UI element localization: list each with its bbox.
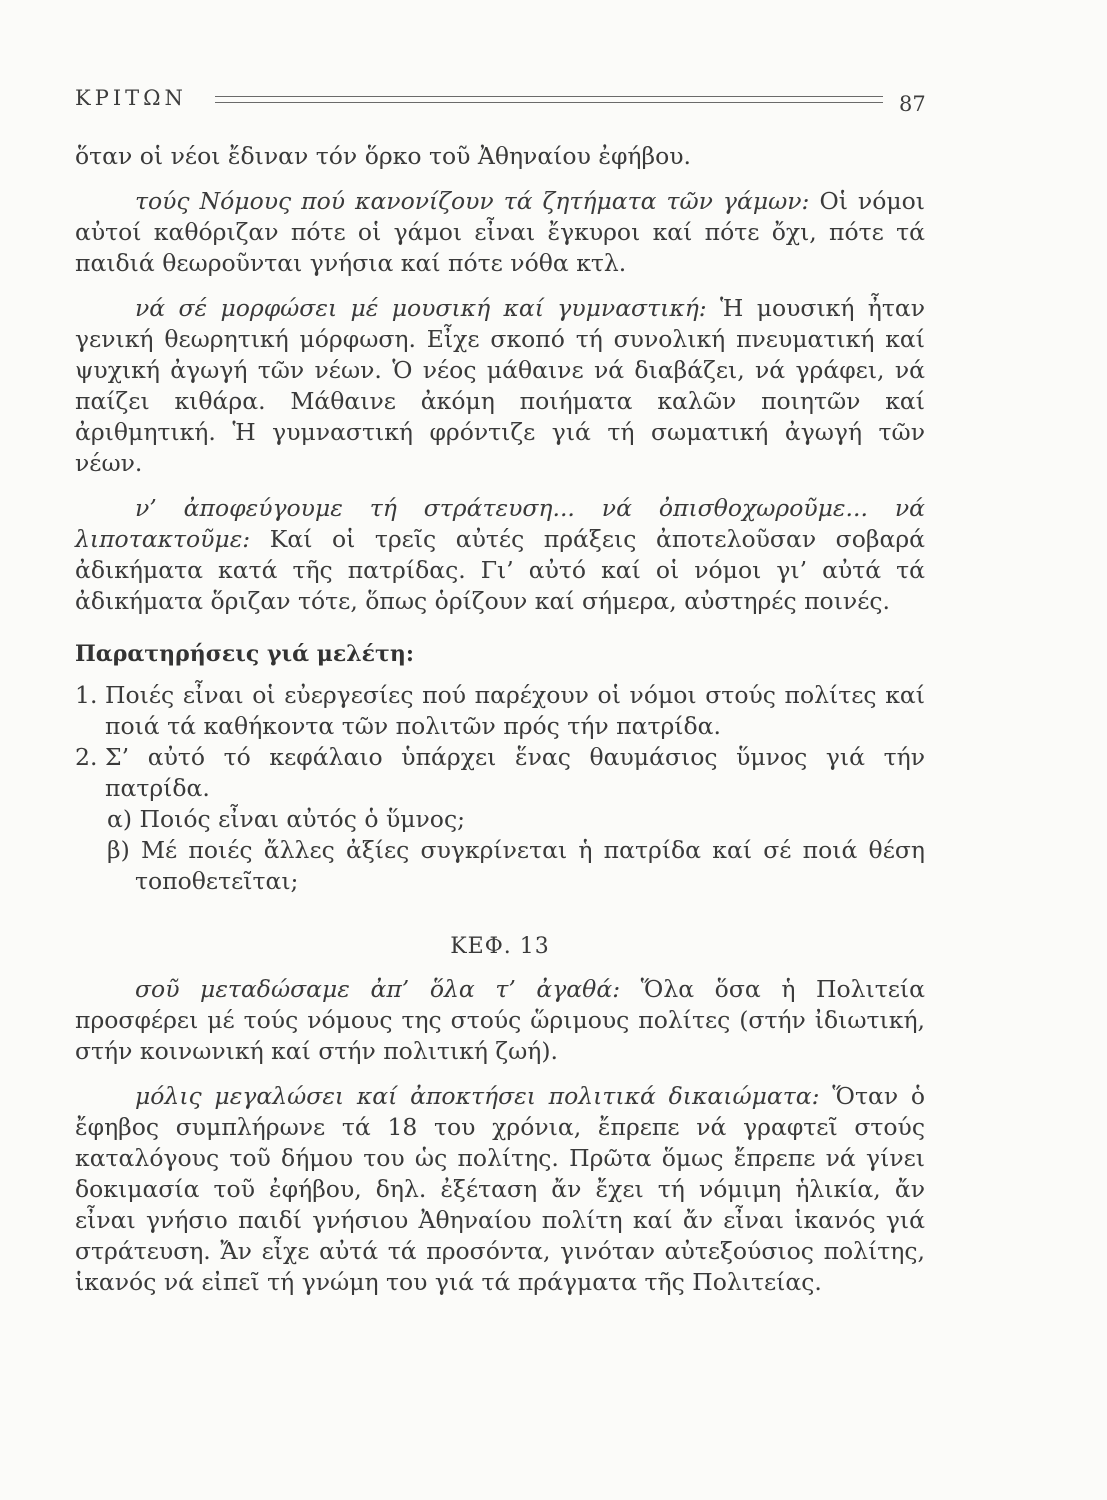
commentary-paragraph <box>75 1081 925 1298</box>
commentary-paragraph <box>75 293 925 479</box>
header-rule <box>215 96 883 97</box>
sub-list-item <box>75 835 925 897</box>
header-rule <box>215 102 883 103</box>
sub-list-label: α) <box>107 805 133 833</box>
commentary-text: Ὅλα ὅσα ἡ Πολιτεία προσφέρει μέ τούς νόμους της στούς ὥριμους πολίτες (στήν ἰδιωτική, στήν κοινωνική καί στήν πολιτική ζωή). <box>75 975 925 1065</box>
commentary-text: Οἱ νόμοι αὐτοί καθόριζαν πότε οἱ γάμοι εἶναι ἔγκυροι καί πότε ὄχι, πότε τά παιδιά θεωροῦνται γνήσια καί πότε νόθα κτλ. <box>75 187 925 277</box>
sub-list-text: Μέ ποιές ἄλλες ἀξίες συγκρίνεται ἡ πατρίδα καί σέ ποιά θέση τοποθετεῖται; <box>135 836 925 895</box>
lemma: τούς Νόμους πού κανονίζουν τά ζητήματα τῶν γάμων: <box>135 187 810 215</box>
running-head: ΚΡΙΤΩΝ <box>75 86 187 110</box>
lemma: μόλις μεγαλώσει καί ἀποκτήσει πολιτικά δικαιώματα: <box>135 1082 820 1110</box>
list-text: Σ’ αὐτό τό κεφάλαιο ὑπάρχει ἕνας θαυμάσιος ὕμνος γιά τήν πατρίδα. <box>105 743 925 802</box>
commentary-text: Ὅταν ὁ ἔφηβος συμπλήρωνε τά 18 του χρόνια, ἔπρεπε νά γραφτεῖ στούς καταλόγους τοῦ δήμου του ὡς πολίτης. Πρῶτα ὅμως ἔπρεπε νά γίνει δοκιμασία τοῦ ἐφήβου, δηλ. ἐξέταση ἄν ἔχει τή νόμιμη ἡλικία, ἄν εἶναι γνήσιο παιδί γνήσιου Ἀθηναίου πολίτη καί ἄν εἶναι ἱκανός γιά στράτευση. Ἄν εἶχε αὐτά τά προσόντα, γινόταν αὐτεξούσιος πολίτης, ἱκανός νά εἰπεῖ τή γνώμη του γιά τά πράγματα τῆς Πολιτείας. <box>75 1082 925 1296</box>
page-body <box>75 141 925 1298</box>
paragraph: ὅταν οἱ νέοι ἔδιναν τόν ὅρκο τοῦ Ἀθηναίου ἐφήβου. <box>75 142 691 170</box>
commentary-paragraph <box>75 493 925 617</box>
sub-list-text: Ποιός εἶναι αὐτός ὁ ὕμνος; <box>139 805 466 833</box>
commentary-text: Καί οἱ τρεῖς αὐτές πράξεις ἀποτελοῦσαν σοβαρά ἀδικήματα κατά τῆς πατρίδας. Γι’ αὐτό καί οἱ νόμοι γι’ αὐτά τά ἀδικήματα ὅριζαν τότε, ὅπως ὁρίζουν καί σήμερα, αὐστηρές ποινές. <box>75 525 925 615</box>
list-number: 2. <box>75 743 98 771</box>
list-item <box>75 680 925 742</box>
chapter-title: ΚΕΦ. 13 <box>450 934 550 959</box>
lemma: σοῦ μεταδώσαμε ἀπ’ ὅλα τ’ ἀγαθά: <box>135 975 621 1003</box>
commentary-text: Ἡ μουσική ἦταν γενική θεωρητική μόρφωση. Εἶχε σκοπό τή συνολική πνευματική καί ψυχική ἀγωγή τῶν νέων. Ὁ νέος μάθαινε νά διαβάζει, νά γράφει, νά παίζει κιθάρα. Μάθαινε ἀκόμη ποιήματα καλῶν ποιητῶν καί ἀριθμητική. Ἡ γυμναστική φρόντιζε γιά τή σωματική ἀγωγή τῶν νέων. <box>75 294 925 477</box>
lemma: ν’ ἀποφεύγουμε τή στράτευση... νά ὀπισθοχωροῦμε... νά λιποτακτοῦμε: <box>75 494 925 553</box>
page-header <box>75 86 925 116</box>
commentary-paragraph <box>75 186 925 279</box>
list-number: 1. <box>75 681 98 709</box>
list-text: Ποιές εἶναι οἱ εὐεργεσίες πού παρέχουν οἱ νόμοι στούς πολίτες καί ποιά τά καθήκοντα τῶν πολιτῶν πρός τήν πατρίδα. <box>105 681 925 740</box>
commentary-paragraph <box>75 974 925 1067</box>
lemma: νά σέ μορφώσει μέ μουσική καί γυμναστική: <box>135 294 707 322</box>
study-heading: Παρατηρήσεις γιά μελέτη: <box>75 641 414 667</box>
sub-list-label: β) <box>107 836 130 864</box>
list-item <box>75 742 925 804</box>
page-number: 87 <box>899 92 926 116</box>
sub-list-item <box>75 804 925 835</box>
